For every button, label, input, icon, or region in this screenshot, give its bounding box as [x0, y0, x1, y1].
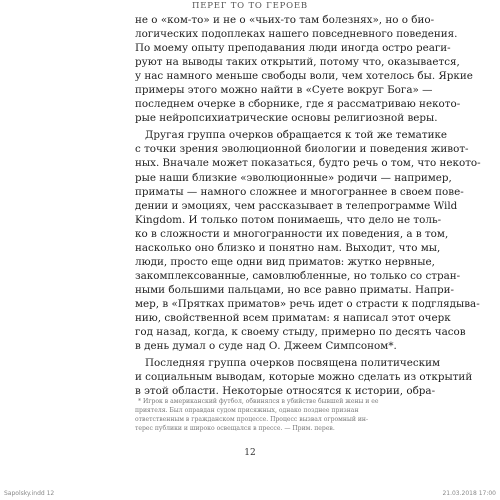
paragraph-2 — [135, 128, 481, 353]
text-line: и социальным выводам, которые можно сделать из открытий — [135, 371, 473, 384]
text-line: Kingdom. И только потом понимаешь, что дело не толь- — [135, 213, 442, 226]
text-line: рые наши близкие «эволюционные» родичи — например, — [135, 171, 452, 184]
text-line: мер, в «Прятках приматов» речь идет о страсти к подглядыва- — [135, 297, 480, 310]
text-line: с точки зрения эволюционной биологии и поведения живот- — [135, 143, 469, 156]
text-line: нию, свойственной всем приматам: я написал этот очерк — [135, 311, 451, 324]
paragraph-1 — [135, 13, 473, 125]
text-line: руют на выводы таких открытий, потому что, оказывается, — [135, 56, 460, 69]
text-line: ными большими пальцами, но все равно приматы. Напри- — [135, 283, 455, 296]
text-line: последнем очерке в сборнике, где я рассматриваю некото- — [135, 98, 461, 111]
text-line: ных. Вначале может показаться, будто речь о том, что некото- — [135, 157, 481, 170]
text-line: не о «ком-то» и не о «чьих-то там болезнях», но о био- — [135, 14, 435, 26]
print-slug-date: 21.03.2018 17:00 — [442, 490, 496, 497]
page-number: 12 — [244, 448, 256, 458]
text-line: логических подоплеках нашего повседневного поведения. — [135, 28, 458, 41]
paragraph-3 — [135, 356, 473, 398]
footnote-line: * Игрок в американский футбол, обвинялся в убийстве бывшей жены и ее — [138, 398, 379, 405]
text-line: насколько оно близко и понятно нам. Выходит, что мы, — [135, 241, 441, 254]
text-line: рые нейропсихиатрические основы религиозной веры. — [135, 112, 438, 125]
text-line: у нас намного меньше свободы воли, чем хотелось бы. Яркие — [135, 70, 473, 83]
text-line: год назад, когда, к своему стыду, примерно по десять часов — [135, 326, 466, 339]
running-head: ПЕРЕГ ТО ТО ГЕРОЕВ — [192, 1, 308, 11]
text-line: примеры этого можно найти в «Суете вокруг Бога» — — [135, 84, 433, 97]
text-line: приматы — намного сложнее и многограннее в своем пове- — [135, 185, 464, 198]
text-line: Другая группа очерков обращается к той же тематике — [145, 129, 448, 142]
footnote-line: ответственным в гражданском процессе. Процесс вызвал огромный ин- — [135, 415, 369, 423]
text-line: закомплексованные, самовлюбленные, но только со стран- — [135, 269, 461, 282]
footnote — [135, 398, 393, 434]
footnote-line: приятеля. Был оправдан судом присяжных, однако позднее признан — [135, 406, 359, 414]
text-line: в день думал о суде над О. Джеем Симпсоном*. — [135, 340, 397, 353]
text-line: в этой области. Некоторые относятся к истории, обра- — [135, 385, 436, 398]
text-line: По моему опыту преподавания люди иногда остро реаги- — [135, 42, 451, 55]
body-text — [135, 13, 481, 398]
text-line: дении и эмоциях, чем рассказывает в телепрограмме Wild — [135, 199, 458, 212]
text-line: Последняя группа очерков посвящена политическим — [145, 357, 441, 370]
print-slug-file: Sapolsky.indd 12 — [4, 490, 55, 497]
text-line: ко в сложности и многогранности их поведения, а в том, — [135, 227, 449, 240]
footnote-line: терес публики и широко освещался в прессе. — Прим. перев. — [135, 424, 335, 432]
text-line: люди, просто еще одни вид приматов: жутко нервные, — [135, 255, 435, 268]
